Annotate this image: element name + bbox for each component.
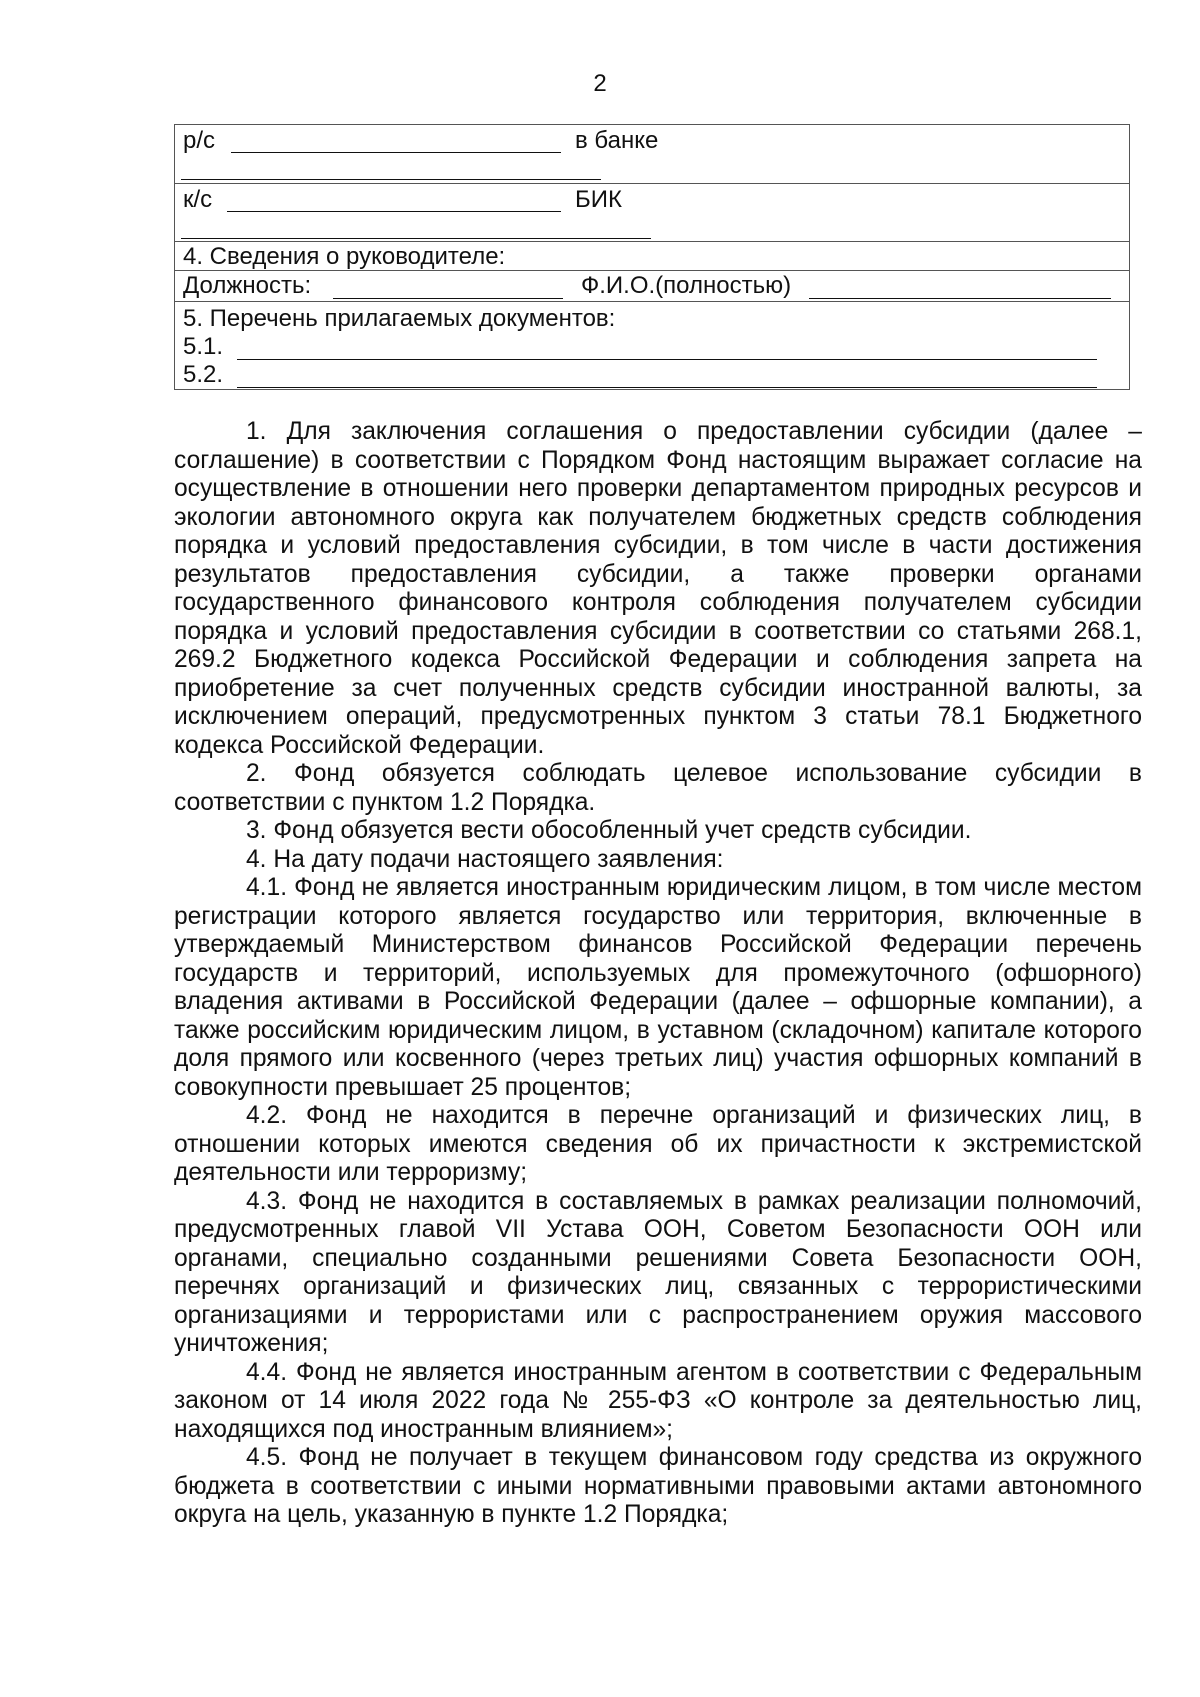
paragraph-4: 4. На дату подачи настоящего заявления: xyxy=(246,845,724,873)
head-section-row xyxy=(175,241,1129,270)
paragraph-4-2: 4.2. Фонд не находится в перечне организаций и физических лиц, в отношении которых имеются сведения об их причастности к экстремистской деятельности или терроризму; xyxy=(174,1102,1142,1186)
documents-section-title: 5. Перечень прилагаемых документов: xyxy=(183,305,616,332)
position-label: Должность: xyxy=(183,272,312,299)
paragraph-4-5: 4.5. Фонд не получает в текущем финансовом году средства из окружного бюджета в соответствии с иными нормативными правовыми актами автономного округа на цель, указанную в пункте 1.2 Порядка; xyxy=(174,1444,1142,1528)
bik-field[interactable] xyxy=(181,238,651,239)
applicant-details-table xyxy=(174,124,1130,390)
paragraph-4-4: 4.4. Фонд не является иностранным агентом в соответствии с Федеральным законом от 14 июля 2022 года № 255-ФЗ «О контроле за деятельностью лиц, находящихся под иностранным влиянием»; xyxy=(174,1358,1142,1443)
fio-field[interactable] xyxy=(809,298,1111,299)
documents-section-row xyxy=(175,301,1129,389)
account-field[interactable] xyxy=(231,152,561,153)
page-number: 2 xyxy=(593,70,607,97)
paragraph-4-1: 4.1. Фонд не является иностранным юридическим лицом, в том числе местом регистрации которого является государство или территория, включенные в утверждаемый Министерством финансов Российской Федерации перечень государств и территорий, используемых для промежуточного (офшорного) владения активами в Российской Федерации (далее – офшорные компании), а также российским юридическим лицом, в уставном (складочном) капитале которого доля прямого или косвенного (через третьих лиц) участия офшорных компаний в совокупности превышает 25 процентов; xyxy=(174,874,1142,1101)
bank-name-field[interactable] xyxy=(181,179,601,180)
paragraph-2: 2. Фонд обязуется соблюдать целевое использование субсидии в соответствии с пунктом 1.2 Порядка. xyxy=(174,760,1142,816)
doc-item-number: 5.2. xyxy=(183,361,224,388)
doc-item-field[interactable] xyxy=(237,359,1097,360)
paragraph-4-3: 4.3. Фонд не находится в составляемых в рамках реализации полномочий, предусмотренных главой VII Устава ООН, Советом Безопасности ООН или органами, специально созданными решениями Совета Безопасности ООН, перечнях организаций и физических лиц, связанных с террористическими организациями и террористами или с распространением оружия массового уничтожения; xyxy=(174,1187,1142,1357)
bank-account-row xyxy=(175,125,1129,183)
head-section-title: 4. Сведения о руководителе: xyxy=(183,243,506,270)
bik-label: БИК xyxy=(575,186,622,213)
position-field[interactable] xyxy=(333,298,563,299)
head-details-row xyxy=(175,270,1129,301)
doc-item-number: 5.1. xyxy=(183,333,224,360)
document-body xyxy=(174,418,1142,1530)
corr-account-label: к/с xyxy=(183,186,213,213)
account-label: р/с xyxy=(183,127,216,154)
paragraph-1: 1. Для заключения соглашения о предоставлении субсидии (далее – соглашение) в соответствии с Порядком Фонд настоящим выражает согласие на осуществление в отношении него проверки департаментом природных ресурсов и экологии автономного округа как получателем бюджетных средств соблюдения порядка и условий предоставления субсидии, в том числе в части достижения результатов предоставления субсидии, а также проверки органами государственного финансового контроля соблюдения получателем субсидии порядка и условий предоставления субсидии в соответствии со статьями 268.1, 269.2 Бюджетного кодекса Российской Федерации и соблюдения запрета на приобретение за счет полученных средств субсидии иностранной валюты, за исключением операций, предусмотренных пунктом 3 статьи 78.1 Бюджетного кодекса Российской Федерации. xyxy=(174,418,1142,759)
paragraph-3: 3. Фонд обязуется вести обособленный учет средств субсидии. xyxy=(246,817,972,844)
doc-item-field[interactable] xyxy=(237,387,1097,388)
bank-label: в банке xyxy=(575,127,659,154)
fio-label: Ф.И.О.(полностью) xyxy=(581,272,792,299)
corr-account-row xyxy=(175,183,1129,241)
corr-account-field[interactable] xyxy=(227,211,561,212)
